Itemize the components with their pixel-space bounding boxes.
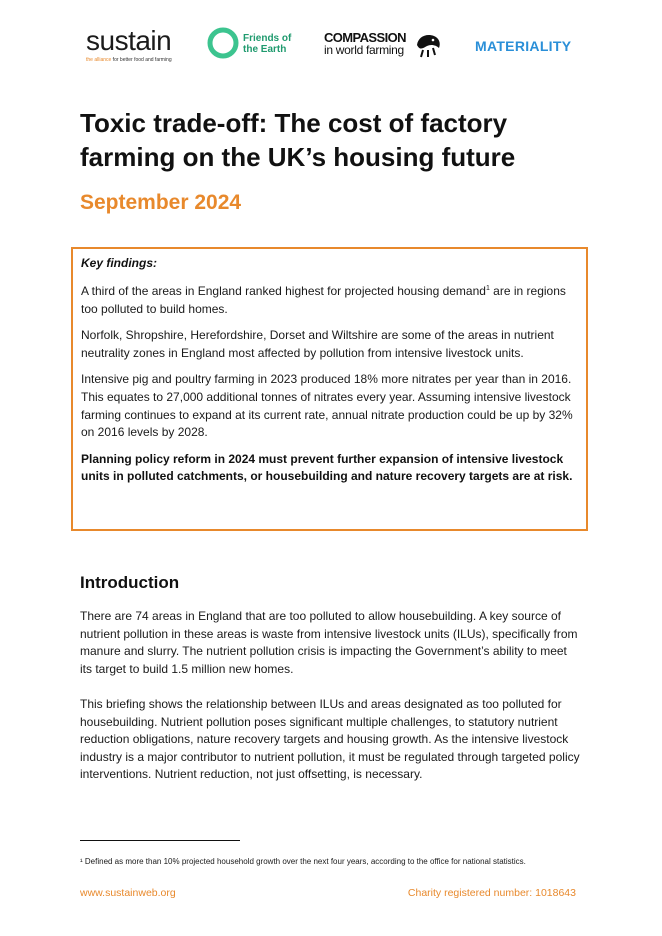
- foe-ring-icon: [207, 27, 239, 59]
- publication-date: September 2024: [80, 191, 242, 214]
- sustain-tagline: the alliance for better food and farming: [86, 57, 172, 63]
- introduction-paragraph-2: This briefing shows the relationship between ILUs and areas designated as too polluted for housebuilding. Nutrient pollution poses significant multiple challenges, to statutory nutrient reduction obligations, nature recovery targets and housing growth. As the intensive livestock industry is a major contributor to nutrient pollution, it must be regulated through targeted policy interventions. Nutrient reduction, not just offsetting, is necessary.: [80, 697, 580, 782]
- compassion-in-world-farming-logo: COMPASSION in world farming: [324, 31, 444, 63]
- footer-website: www.sustainweb.org: [80, 887, 176, 899]
- ciwf-animal-icon: [414, 31, 442, 59]
- materiality-logo: MATERIALITY: [475, 38, 572, 54]
- foe-name: Friends of the Earth: [243, 33, 292, 55]
- sustain-wordmark: sustain: [86, 25, 172, 56]
- footnote-divider: [80, 840, 240, 841]
- friends-of-the-earth-logo: [207, 27, 297, 61]
- introduction-paragraph-1: There are 74 areas in England that are too polluted to allow housebuilding. A key source of nutrient pollution in these areas is waste from intensive livestock units (ILUs), specifically from manure and slurry. The nutrient pollution crisis is impacting the Government’s ability to meet its target to build 1.5 million new homes.: [80, 609, 578, 676]
- key-finding-1: A third of the areas in England ranked highest for projected housing demand$^1$ are in regions too polluted to build homes.: [81, 284, 566, 316]
- sustain-logo: [86, 26, 182, 66]
- key-findings-box: [71, 247, 588, 531]
- key-finding-2: Norfolk, Shropshire, Herefordshire, Dorset and Wiltshire are some of the areas in nutrient neutrality zones in England most affected by pollution from intensive livestock units.: [81, 328, 554, 360]
- footer-charity-number: Charity registered number: 1018643: [407, 887, 576, 899]
- introduction-heading: Introduction: [80, 573, 180, 592]
- footnote: ¹ Defined as more than 10% projected household growth over the next four years, according to the office for national statistics.: [80, 857, 526, 866]
- page-title: Toxic trade-off: The cost of factory farming on the UK’s housing future: [80, 108, 516, 172]
- key-findings-heading: Key findings:: [81, 256, 158, 270]
- key-finding-3: Intensive pig and poultry farming in 2023 produced 18% more nitrates per year than in 2016. This equates to 27,000 additional tonnes of nitrates every year. Assuming intensive livestock farming continues to expand at its current rate, annual nitrate production could be up by 32% on 2016 levels by 2028.: [81, 372, 573, 440]
- footnote-ref: 1: [485, 285, 490, 292]
- key-finding-4: Planning policy reform in 2024 must prevent further expansion of intensive livestock units in polluted catchments, or housebuilding and nature recovery targets are at risk.: [81, 451, 573, 484]
- partner-logos: [0, 26, 662, 66]
